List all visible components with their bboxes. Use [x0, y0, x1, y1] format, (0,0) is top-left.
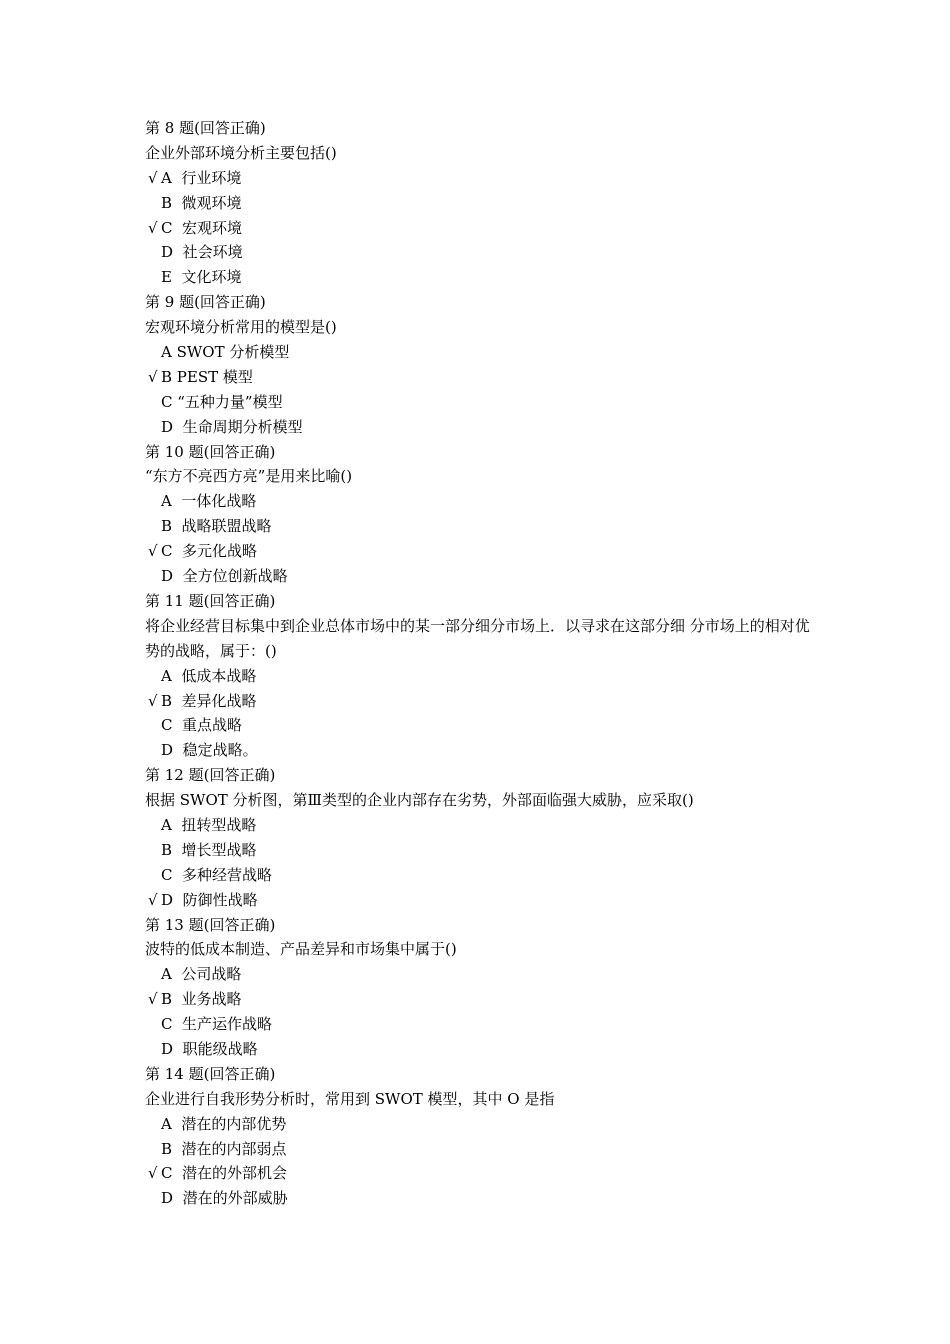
- question-block: [145, 763, 845, 912]
- question-header: 第 8 题(回答正确): [145, 119, 266, 137]
- question-header: 第 10 题(回答正确): [145, 442, 276, 461]
- question-block: [145, 440, 845, 589]
- question-stem: 企业外部环境分析主要包括(): [145, 143, 337, 162]
- option-text: B 潜在的内部弱点: [161, 1139, 287, 1158]
- answer-option: [145, 265, 845, 290]
- answer-option: [145, 415, 845, 440]
- check-mark-icon: √: [148, 890, 158, 909]
- question-block: [145, 913, 845, 1062]
- answer-option: [145, 863, 845, 888]
- question-header: 第 12 题(回答正确): [145, 766, 276, 785]
- option-text: C 重点战略: [161, 716, 243, 735]
- question-header: 第 11 题(回答正确): [145, 591, 276, 610]
- check-mark-icon: √: [148, 542, 158, 561]
- question-block: [145, 589, 845, 763]
- answer-option: [145, 962, 845, 987]
- question-header: 第 14 题(回答正确): [145, 1064, 276, 1083]
- answer-option: [145, 1161, 845, 1186]
- check-mark-icon: √: [148, 367, 158, 386]
- option-text: A 扭转型战略: [161, 815, 257, 834]
- question-header: 第 9 题(回答正确): [145, 293, 266, 312]
- answer-option: [145, 1012, 845, 1037]
- option-text: C 多种经营战略: [161, 865, 273, 884]
- answer-option: [145, 489, 845, 514]
- answer-option: [145, 888, 845, 913]
- answer-option: [145, 564, 845, 589]
- answer-option: [145, 1037, 845, 1062]
- answer-option: [145, 738, 845, 763]
- check-mark-icon: √: [148, 990, 158, 1009]
- answer-option: [145, 216, 845, 241]
- option-text: D 生命周期分析模型: [161, 417, 303, 436]
- option-text: E 文化环境: [161, 268, 242, 287]
- question-stem: 将企业经营目标集中到企业总体市场中的某一部分细分市场上．以寻求在这部分细 分市场上的相对优势的战略，属于：(): [145, 616, 810, 660]
- option-text: D 潜在的外部威胁: [161, 1189, 288, 1208]
- option-text: A 潜在的内部优势: [161, 1114, 287, 1133]
- question-block: [145, 116, 845, 290]
- question-block: [145, 290, 845, 439]
- check-mark-icon: √: [148, 218, 158, 237]
- answer-option: [145, 191, 845, 216]
- question-stem: “东方不亮西方亮”是用来比喻(): [145, 467, 353, 486]
- answer-option: [145, 713, 845, 738]
- option-text: D 全方位创新战略: [161, 567, 288, 586]
- answer-option: [145, 539, 845, 564]
- option-text: B 战略联盟战略: [161, 517, 272, 536]
- question-header: 第 13 题(回答正确): [145, 915, 276, 934]
- option-text: A 公司战略: [161, 965, 242, 984]
- option-text: B 微观环境: [161, 193, 242, 212]
- check-mark-icon: √: [148, 691, 158, 710]
- option-text: C 多元化战略: [161, 542, 258, 561]
- option-text: B 差异化战略: [161, 691, 257, 710]
- option-text: D 职能级战略: [161, 1039, 258, 1058]
- question-stem: 根据 SWOT 分析图，第Ⅲ类型的企业内部存在劣势，外部面临强大威胁，应采取(): [145, 791, 694, 810]
- question-stem: 企业进行自我形势分析时，常用到 SWOT 模型，其中 O 是指: [145, 1089, 555, 1108]
- option-text: D 稳定战略。: [161, 741, 258, 760]
- answer-option: [145, 664, 845, 689]
- document-body: [145, 116, 845, 1211]
- option-text: B PEST 模型: [161, 367, 253, 386]
- answer-option: [145, 838, 845, 863]
- answer-option: [145, 390, 845, 415]
- question-stem: 宏观环境分析常用的模型是(): [145, 318, 337, 337]
- option-text: A 行业环境: [161, 168, 242, 187]
- answer-option: [145, 689, 845, 714]
- option-text: C “五种力量”模型: [161, 392, 283, 411]
- answer-option: [145, 1137, 845, 1162]
- option-text: D 社会环境: [161, 243, 243, 262]
- answer-option: [145, 1112, 845, 1137]
- option-text: B 业务战略: [161, 990, 242, 1009]
- question-stem: 波特的低成本制造、产品差异和市场集中属于(): [145, 940, 457, 959]
- question-block: [145, 1062, 845, 1211]
- check-mark-icon: √: [148, 1164, 158, 1183]
- answer-option: [145, 240, 845, 265]
- answer-option: [145, 166, 845, 191]
- option-text: C 生产运作战略: [161, 1015, 273, 1034]
- answer-option: [145, 514, 845, 539]
- option-text: B 增长型战略: [161, 840, 257, 859]
- option-text: A SWOT 分析模型: [161, 343, 290, 362]
- answer-option: [145, 813, 845, 838]
- option-text: D 防御性战略: [161, 890, 258, 909]
- check-mark-icon: √: [148, 168, 158, 187]
- answer-option: [145, 365, 845, 390]
- option-text: A 低成本战略: [161, 666, 257, 685]
- answer-option: [145, 340, 845, 365]
- option-text: C 潜在的外部机会: [161, 1164, 288, 1183]
- option-text: C 宏观环境: [161, 218, 243, 237]
- answer-option: [145, 1186, 845, 1211]
- answer-option: [145, 987, 845, 1012]
- option-text: A 一体化战略: [161, 492, 257, 511]
